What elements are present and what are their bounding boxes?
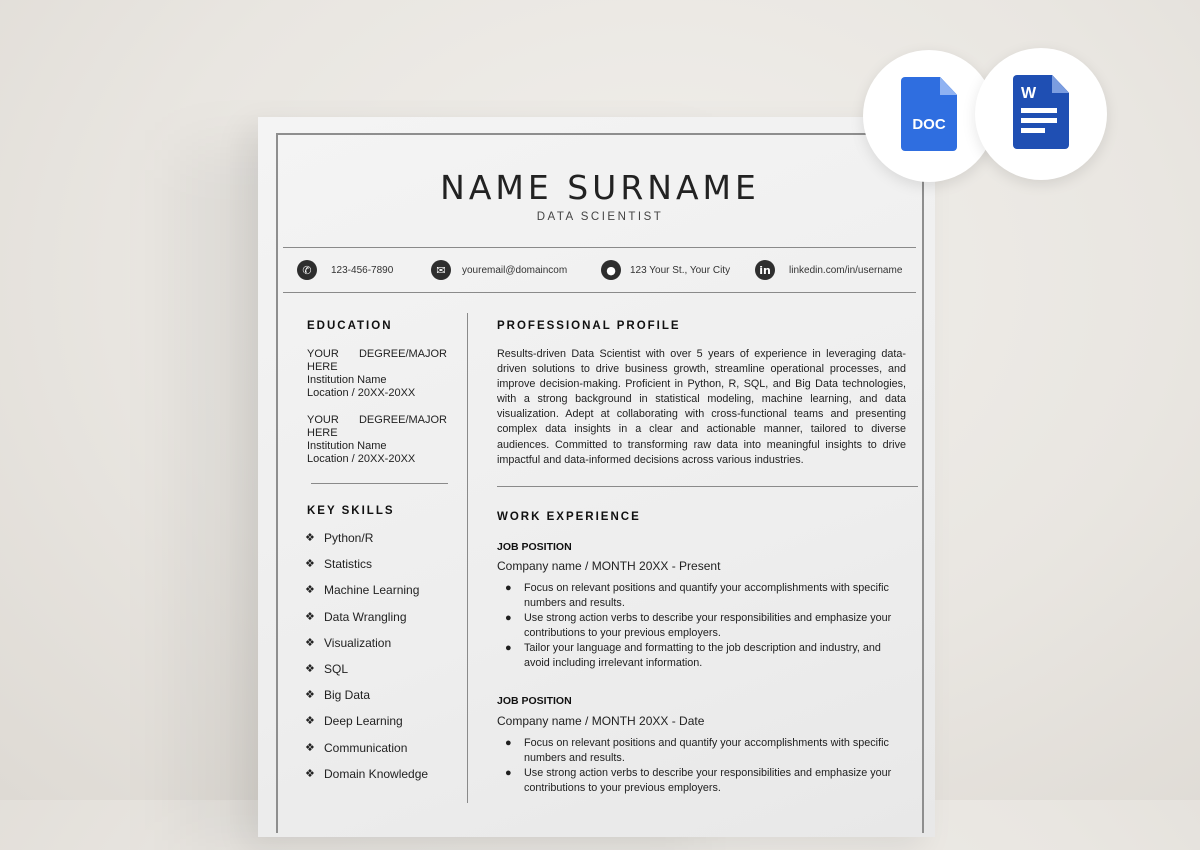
diamond-bullet-icon: ❖ <box>305 635 315 649</box>
word-letter: W <box>1021 85 1037 102</box>
diamond-bullet-icon: ❖ <box>305 766 315 780</box>
contact-email <box>431 260 567 280</box>
education-location: Location / 20XX-20XX <box>307 453 416 465</box>
list-item <box>305 714 428 740</box>
degree-word: HERE <box>307 427 338 439</box>
degree-word: YOUR <box>307 414 339 426</box>
list-item <box>305 741 428 767</box>
bullet-icon: ● <box>505 612 512 624</box>
bullet-text: Use strong action verbs to describe your responsibilities and emphasize your contributions to your previous employers. <box>524 612 892 639</box>
degree-word: YOUR <box>307 348 339 360</box>
list-item <box>505 581 905 611</box>
job-position: JOB POSITION <box>497 695 572 707</box>
divider-contact <box>283 292 916 293</box>
word-lines-icon <box>1021 108 1057 138</box>
linkedin-icon: in <box>755 260 775 280</box>
diamond-bullet-icon: ❖ <box>305 740 315 754</box>
resume-name: NAME SURNAME <box>440 168 760 207</box>
skill-label: Python/R <box>324 531 374 545</box>
list-item <box>305 688 428 714</box>
bullet-text: Tailor your language and formatting to the job description and industry, and avoid including irrelevant information. <box>524 642 881 669</box>
contact-linkedin <box>755 260 902 280</box>
education-entry <box>307 414 447 466</box>
bullet-icon: ● <box>505 582 512 594</box>
list-item <box>305 583 428 609</box>
list-item <box>305 610 428 636</box>
list-item <box>305 531 428 557</box>
email-text: youremail@domaincom <box>462 264 568 276</box>
location-pin-icon: ● <box>601 260 621 280</box>
education-location: Location / 20XX-20XX <box>307 387 416 399</box>
list-item <box>505 766 905 796</box>
address-text: 123 Your St., Your City <box>630 264 731 276</box>
degree-word: DEGREE/MAJOR <box>358 348 447 360</box>
list-item <box>305 767 428 793</box>
divider-education <box>311 483 448 484</box>
linkedin-text: linkedin.com/in/username <box>789 264 903 276</box>
skill-label: Domain Knowledge <box>324 766 429 781</box>
skill-label: Visualization <box>324 635 392 650</box>
diamond-bullet-icon: ❖ <box>305 531 315 544</box>
bullet-icon: ● <box>505 737 512 749</box>
skills-list <box>305 531 428 793</box>
list-item <box>305 662 428 688</box>
doc-label: DOC <box>912 116 946 133</box>
list-item <box>505 736 905 766</box>
bullet-text: Use strong action verbs to describe your responsibilities and emphasize your contributions to your previous employers. <box>524 767 892 794</box>
column-divider <box>467 313 468 803</box>
diamond-bullet-icon: ❖ <box>305 714 315 728</box>
diamond-bullet-icon: ❖ <box>305 688 315 702</box>
job-company: Company name / MONTH 20XX - Date <box>497 714 705 728</box>
divider-profile <box>497 486 918 487</box>
contact-phone <box>297 260 393 280</box>
phone-text: 123-456-7890 <box>331 264 394 276</box>
skill-label: Machine Learning <box>324 583 420 598</box>
phone-icon: ✆ <box>297 260 317 280</box>
profile-text: Results-driven Data Scientist with over 5 years of experience in leveraging data-driven solutions to drive business growth, streamline operational processes, and improve decision-making. Proficient in Python, R, SQL, and Big Data technologies, with a strong background in statistical modeling, machine learning, and data visualization. Adept at collaborating with cross-functional teams and presenting complex data insights in a clear and actionable manner, tailored to diverse audiences. Committed to transforming raw data into meaningful insights to drive impactful and data-informed decisions across various industries. <box>497 348 906 466</box>
institution-name: Institution Name <box>307 440 387 452</box>
skills-heading: KEY SKILLS <box>307 505 395 517</box>
contact-address <box>601 260 730 280</box>
education-entry <box>307 348 447 400</box>
diamond-bullet-icon: ❖ <box>305 661 315 675</box>
bullet-text: Focus on relevant positions and quantify your accomplishments with specific numbers and results. <box>524 737 889 764</box>
bullet-icon: ● <box>505 642 512 654</box>
divider-top <box>283 247 916 248</box>
word-badge <box>975 48 1107 180</box>
email-icon: ✉ <box>431 260 451 280</box>
list-item <box>305 557 428 583</box>
skill-label: Big Data <box>324 688 371 703</box>
skill-label: Data Wrangling <box>324 609 407 624</box>
skill-label: SQL <box>324 661 349 676</box>
job-bullets <box>505 736 905 796</box>
job-company: Company name / MONTH 20XX - Present <box>497 559 721 573</box>
degree-word: DEGREE/MAJOR <box>358 414 447 426</box>
job-position: JOB POSITION <box>497 541 572 553</box>
list-item <box>505 611 905 641</box>
experience-heading: WORK EXPERIENCE <box>497 511 641 523</box>
diamond-bullet-icon: ❖ <box>305 557 315 571</box>
list-item <box>505 641 905 671</box>
list-item <box>305 636 428 662</box>
diamond-bullet-icon: ❖ <box>305 583 315 597</box>
skill-label: Communication <box>324 740 408 755</box>
bullet-text: Focus on relevant positions and quantify your accomplishments with specific numbers and results. <box>524 582 889 609</box>
skill-label: Statistics <box>324 557 373 572</box>
skill-label: Deep Learning <box>324 714 403 729</box>
resume-job-title: DATA SCIENTIST <box>536 211 664 223</box>
degree-word: HERE <box>307 361 338 373</box>
bullet-icon: ● <box>505 767 512 779</box>
job-bullets <box>505 581 905 671</box>
institution-name: Institution Name <box>307 374 387 386</box>
education-heading: EDUCATION <box>307 320 393 332</box>
diamond-bullet-icon: ❖ <box>305 609 315 623</box>
profile-heading: PROFESSIONAL PROFILE <box>497 320 681 332</box>
